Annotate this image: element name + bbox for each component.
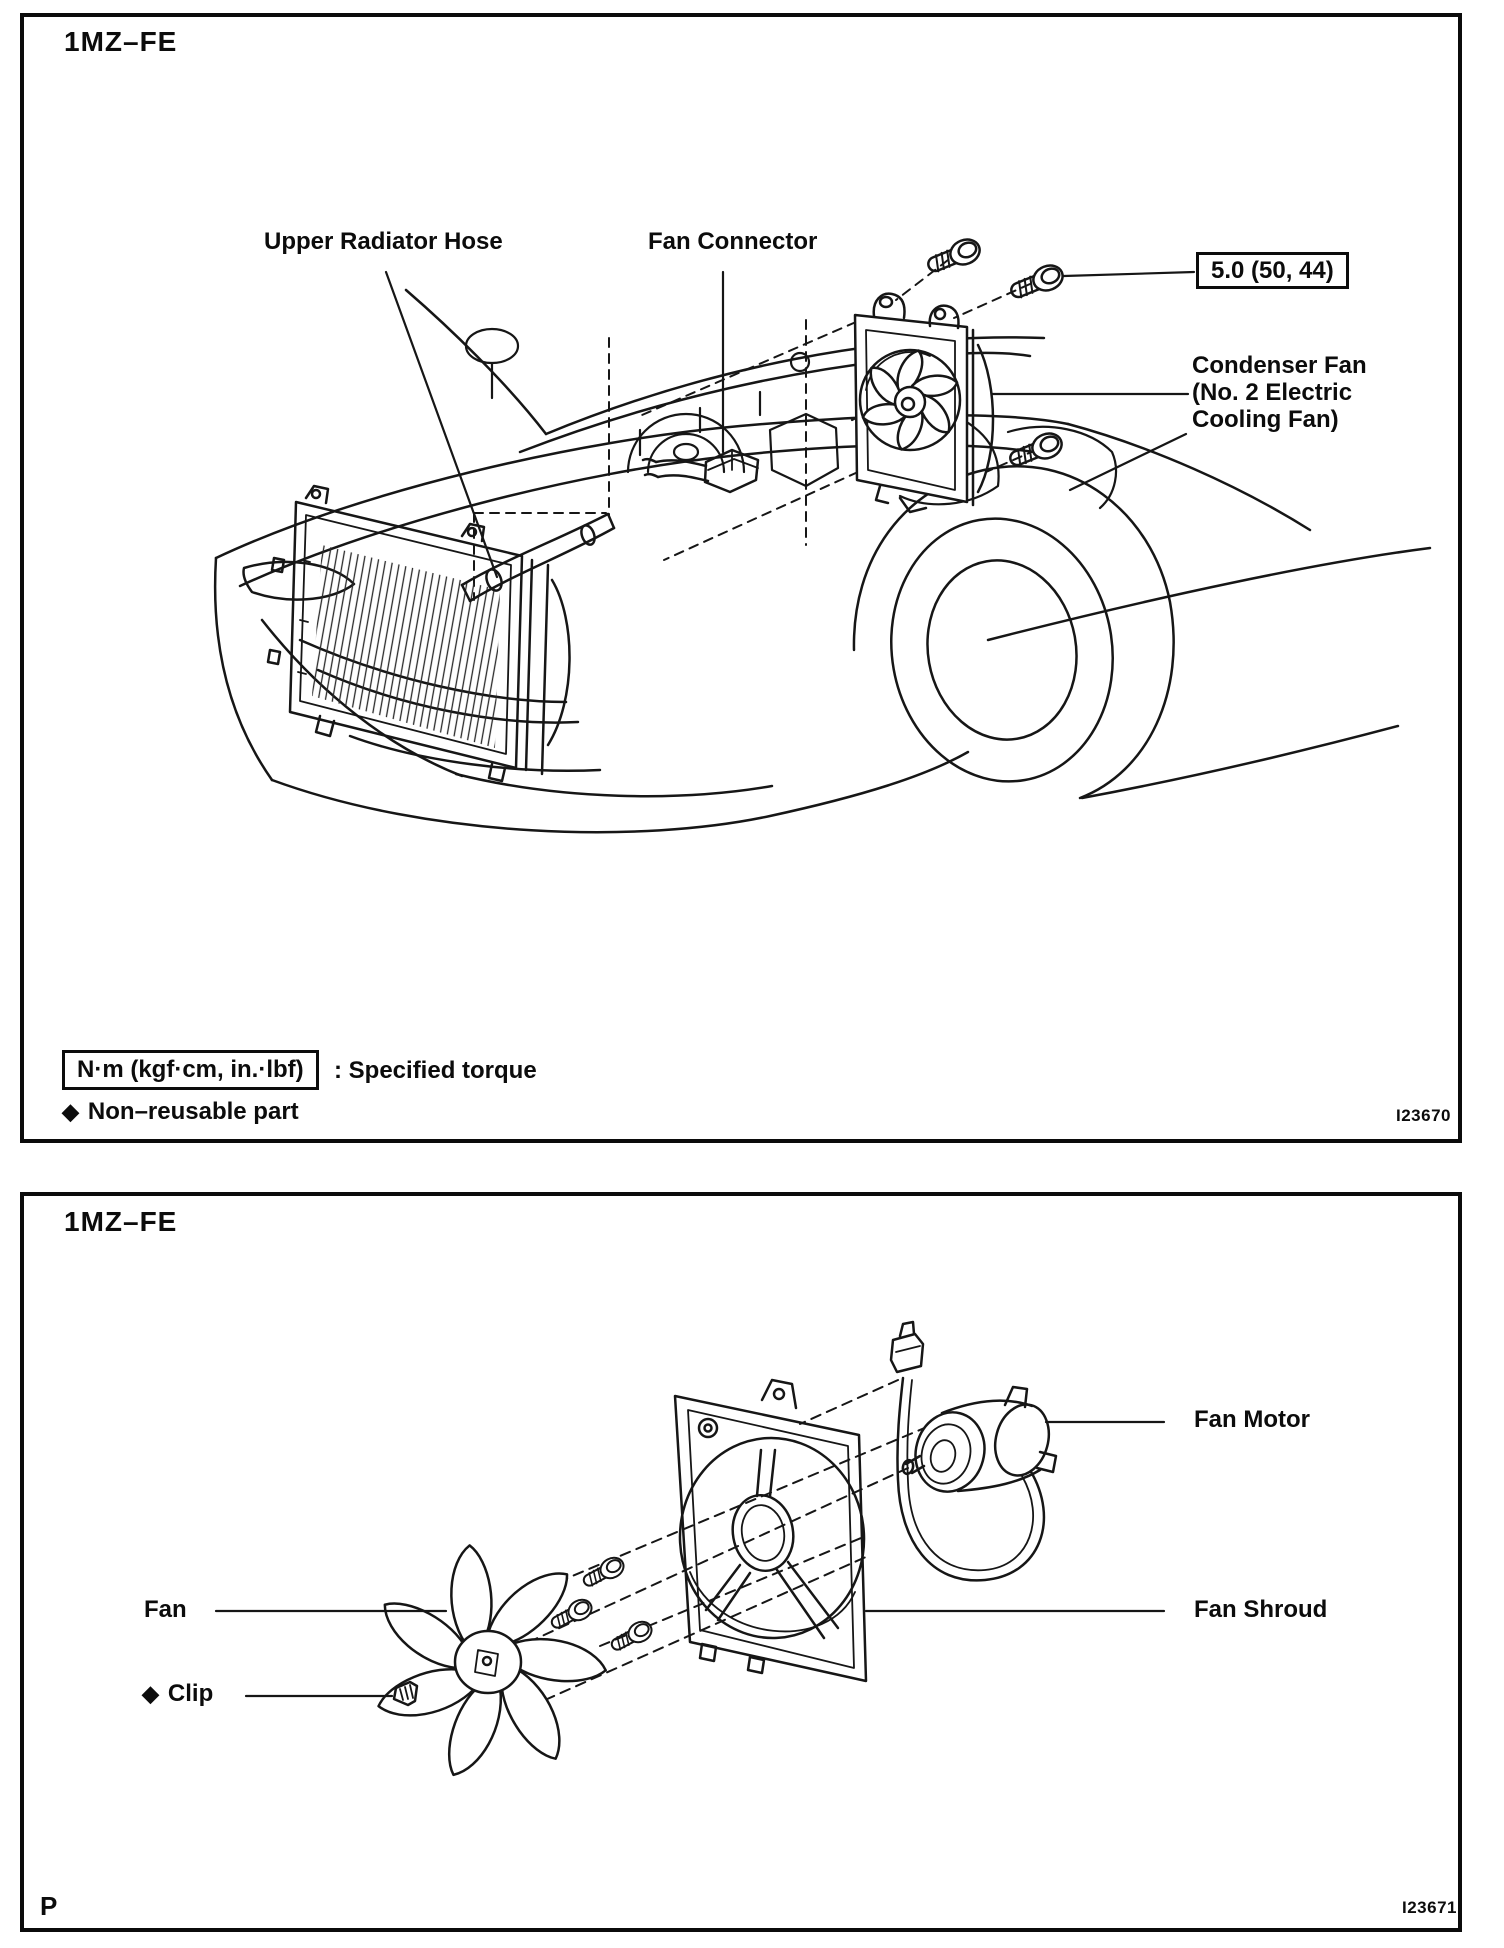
torque-units-box: N·m (kgf·cm, in.·lbf) — [62, 1050, 319, 1090]
label-fan-shroud: Fan Shroud — [1194, 1596, 1328, 1623]
figure-id-panel1: I23670 — [1396, 1106, 1451, 1125]
label-condenser-fan — [1192, 352, 1367, 433]
fan-drawing — [372, 1543, 608, 1782]
figure-id-panel2: I23671 — [1402, 1898, 1457, 1917]
page-marker: P — [40, 1891, 58, 1921]
label-condenser-fan-line1: Condenser Fan — [1192, 352, 1367, 379]
shroud-bolts — [548, 1554, 655, 1655]
radiator-condenser-drawing — [268, 486, 570, 781]
fan-connector-drawing — [643, 450, 758, 492]
label-fan: Fan — [144, 1596, 187, 1623]
label-fan-connector: Fan Connector — [648, 228, 818, 255]
clip-text: Clip — [167, 1680, 214, 1707]
label-fan-motor: Fan Motor — [1194, 1406, 1310, 1433]
fan-motor-drawing — [891, 1322, 1056, 1580]
engine-code-panel2: 1MZ–FE — [64, 1206, 178, 1237]
label-condenser-fan-line2: (No. 2 Electric — [1192, 379, 1353, 407]
condenser-fan-assembly-drawing — [855, 294, 993, 512]
fan-shroud-drawing — [675, 1380, 869, 1681]
nonreusable-note — [62, 1098, 299, 1125]
torque-spec-box: 5.0 (50, 44) — [1196, 252, 1349, 289]
label-clip — [142, 1680, 213, 1707]
nonreusable-text: Non–reusable part — [87, 1098, 299, 1125]
diamond-icon: ◆ — [142, 1681, 159, 1706]
torque-units-meaning: : Specified torque — [334, 1057, 537, 1084]
label-upper-radiator-hose: Upper Radiator Hose — [264, 228, 503, 255]
diamond-icon: ◆ — [62, 1099, 79, 1124]
engine-code-panel1: 1MZ–FE — [64, 26, 178, 57]
label-condenser-fan-line3: Cooling Fan) — [1192, 406, 1339, 434]
